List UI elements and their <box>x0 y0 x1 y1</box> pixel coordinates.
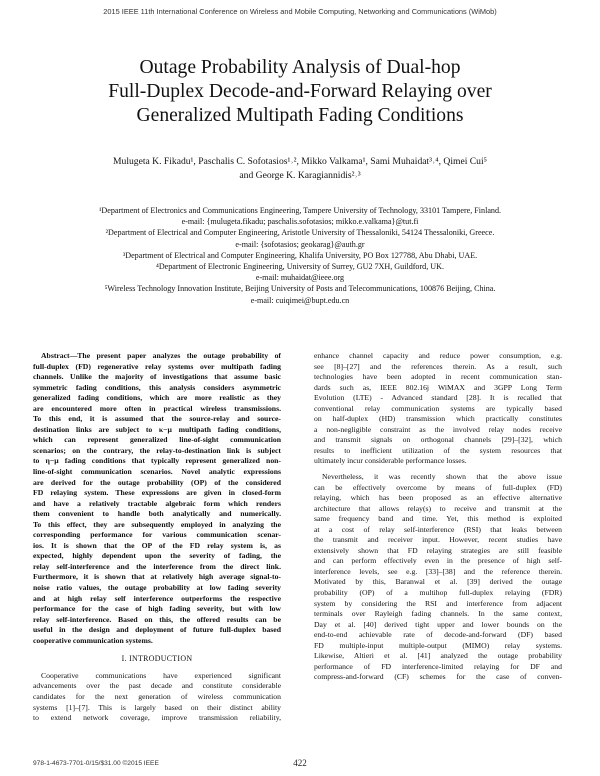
right-paragraph-2 <box>314 472 562 683</box>
author-line: and George K. Karagiannidis²˒³ <box>239 169 361 181</box>
left-column <box>33 351 281 724</box>
abstract-line: line-of-sight communication scenarios. Novel analytic expressions <box>33 467 281 477</box>
body-line: extensively shown that FD relaying strategies are still feasible <box>314 545 562 555</box>
body-line: relaying, which has been proposed as an effective alternative <box>314 493 562 503</box>
affiliation-line: ¹Department of Electronics and Communications Engineering, Tampere University of Technology, 33101 Tampere, Finland. <box>98 206 502 215</box>
intro-line: advancements over the past decade and constitute considerable <box>33 681 281 691</box>
abstract-line: them convenient to handle both analytically and numerically. <box>33 509 281 519</box>
abstract-line: ios. It is shown that the OP of the FD relay system is, as <box>33 540 281 550</box>
abstract-line: channels. Unlike the majority of investigations that assume basic <box>33 372 281 382</box>
body-line: end-to-end achievable rate of decode-and-forward (DF) based <box>314 630 562 640</box>
abstract-line: relay self-interference. Based on this, the offered results can be <box>33 614 281 624</box>
affiliation-line: ⁵Wireless Technology Innovation Institute, Beijing University of Posts and Telecommunications, 100876 Beijing, China. <box>104 284 496 294</box>
right-paragraph-1 <box>314 351 562 467</box>
body-line: at a cost of relay self-interference (RSI) that leaks between <box>314 524 562 534</box>
title-line: Outage Probability Analysis of Dual-hop <box>139 57 461 78</box>
introduction-paragraph <box>33 671 281 724</box>
body-line: can be effectively overcome by means of full-duplex (FD) <box>314 482 562 492</box>
intro-line: to extend network coverage, improve transmission reliability, <box>33 713 281 723</box>
abstract-line: full-duplex (FD) regenerative relay systems over multipath fading <box>33 361 281 371</box>
abstract-line: are encountered more often in practical wireless transmissions. <box>33 403 281 413</box>
conference-header: 2015 IEEE 11th International Conference on Wireless and Mobile Computing, Networking and Communications (WiMob) <box>103 7 497 16</box>
body-line: enhance channel capacity and reduce power consumption, e.g. <box>314 351 562 360</box>
abstract-line: useful in the design and deployment of future full-duplex based <box>33 625 281 635</box>
abstract-line: symmetric fading conditions, this analysis considers asymmetric <box>33 382 281 392</box>
body-line: on half-duplex (HD) transmission which practically constitutes <box>314 414 562 424</box>
body-line: terminals over Rayleigh fading channels. In the same context, <box>314 609 562 619</box>
body-line: dards such as, IEEE 802.16j WiMAX and 3GPP Long Term <box>314 382 562 392</box>
body-line: interference levels, see e.g. [33]–[38] and the reference therein. <box>314 566 562 576</box>
body-line: FD multiple-input multiple-output (MIMO) relay systems. <box>314 640 562 650</box>
body-line: results to inefficient utilization of the system resources that <box>314 445 562 455</box>
abstract-line: relay self-interference and the interference from the direct link. <box>33 561 281 571</box>
affiliations <box>20 205 580 306</box>
body-line: and transmit signals on orthogonal channels [29]–[32], which <box>314 435 562 445</box>
abstract-line: and have a relatively tractable algebraic form which renders <box>33 498 281 508</box>
abstract-line: To this end, it is assumed that the source-relay and source- <box>33 414 281 424</box>
abstract-line: are derived for the outage probability (OP) of the considered <box>33 477 281 487</box>
body-line: system by considering the RSI and interference from adjacent <box>314 598 562 608</box>
author-line: Mulugeta K. Fikadu¹, Paschalis C. Sofotasios¹˒², Mikko Valkama¹, Sami Muhaidat³˒⁴, Qimei Cui⁵ <box>113 156 487 167</box>
title-line: Full-Duplex Decode-and-Forward Relaying over <box>108 81 492 102</box>
author-list <box>30 155 570 182</box>
abstract-line: corresponding performance for various communication scenar- <box>33 530 281 540</box>
intro-line: systems [1]–[7]. This is largely based on their distinct ability <box>33 702 281 712</box>
abstract-line: Furthermore, it is shown that at relatively high average signal-to- <box>33 572 281 582</box>
body-line: same frequency band and time. Yet, this method is exploited <box>314 514 562 524</box>
affiliation-line: e-mail: cuiqimei@bupt.edu.cn <box>250 295 350 305</box>
affiliation-line: ³Department of Electrical and Computer Engineering, Khalifa University, PO Box 127788, Abu Dhabi, UAE. <box>122 250 478 260</box>
abstract-line: Abstract—The present paper analyzes the outage probability of <box>41 351 281 360</box>
page-number: 422 <box>293 758 307 768</box>
body-line: the transmit and receiver input. However, recent studies have <box>314 535 562 545</box>
abstract-line: to η−μ fading conditions that typically represent generalized non- <box>33 456 281 466</box>
intro-line: candidates for the next generation of wireless communication <box>33 691 281 701</box>
abstract <box>33 351 281 646</box>
abstract-line: which can represent generalized line-of-sight communication <box>33 435 281 445</box>
right-column <box>314 351 562 683</box>
body-line: compress-and-forward (CF) schemes for the case of conven- <box>314 672 562 682</box>
abstract-line: expected, highly dependent upon the severity of fading, the <box>33 551 281 561</box>
abstract-line: noise ratio values, the outage probability at low fading severity <box>33 583 281 593</box>
abstract-line: cooperative communication systems. <box>33 635 153 645</box>
intro-line: Cooperative communications have experienced significant <box>41 670 281 680</box>
body-line: Day et al. [40] derived tight upper and lower bounds on the <box>314 619 562 629</box>
copyright-isbn: 978-1-4673-7701-0/15/$31.00 ©2015 IEEE <box>33 760 159 767</box>
abstract-line: scenarios; on the contrary, the relay-to-destination link is subject <box>33 445 281 455</box>
affiliation-line: ²Department of Electrical and Computer Engineering, Aristotle University of Thessaloniki, 54124 Thessaloniki, Greece. <box>105 228 495 238</box>
abstract-line: destination links are subject to κ−μ multipath fading conditions, <box>33 424 281 434</box>
body-line: Evolution (LTE) - Advanced standard [28]. It is recalled that <box>314 393 562 403</box>
affiliation-line: ⁴Department of Electronic Engineering, University of Surrey, GU2 7XH, Guildford, UK. <box>156 262 444 272</box>
body-line: Motivated by this, Baranwal et al. [39] derived the outage <box>314 577 562 587</box>
body-line: ultimately incur considerable performance losses. <box>314 456 467 466</box>
abstract-line: generalized fading conditions, which are more realistic as they <box>33 393 281 403</box>
body-line: technologies have been adopted in recent communication stan- <box>314 372 562 382</box>
body-line: conventional relay communication systems are typically based <box>314 403 562 413</box>
abstract-line: and at high relay self interference outperforms the respective <box>33 593 281 603</box>
body-line: and can perform effectively even in the presence of high self- <box>314 556 562 566</box>
affiliation-line: e-mail: muhaidat@ieee.org <box>255 273 345 283</box>
abstract-line: performance for the case of high fading severity, but with low <box>33 604 281 614</box>
section-heading-introduction: I. INTRODUCTION <box>121 654 193 664</box>
title-line: Generalized Multipath Fading Conditions <box>136 105 464 126</box>
abstract-line: FD relaying system. These expressions are given in closed-form <box>33 488 281 498</box>
body-line: Nevertheless, it was recently shown that the above issue <box>322 472 562 482</box>
body-line: performance of FD interference-limited relaying for DF and <box>314 661 562 671</box>
body-line: see [8]–[27] and the references therein. As a result, such <box>314 361 562 371</box>
affiliation-line: e-mail: {mulugeta.fikadu; paschalis.sofotasios; mikko.e.valkama}@tut.fi <box>181 217 419 227</box>
paper-title <box>30 56 570 128</box>
body-line: architecture that allows relay(s) to receive and transmit at the <box>314 503 562 513</box>
affiliation-line: e-mail: {sofotasios; geokarag}@auth.gr <box>235 239 365 249</box>
body-line: a non-negligible constraint as the involved relay nodes receive <box>314 424 562 434</box>
body-line: Likewise, Altieri et al. [41] analyzed the outage probability <box>314 651 562 661</box>
abstract-line: To this effect, they are subsequently employed in analyzing the <box>33 519 281 529</box>
body-line: probability (OP) of a multihop full-duplex relaying (FDR) <box>314 588 562 598</box>
